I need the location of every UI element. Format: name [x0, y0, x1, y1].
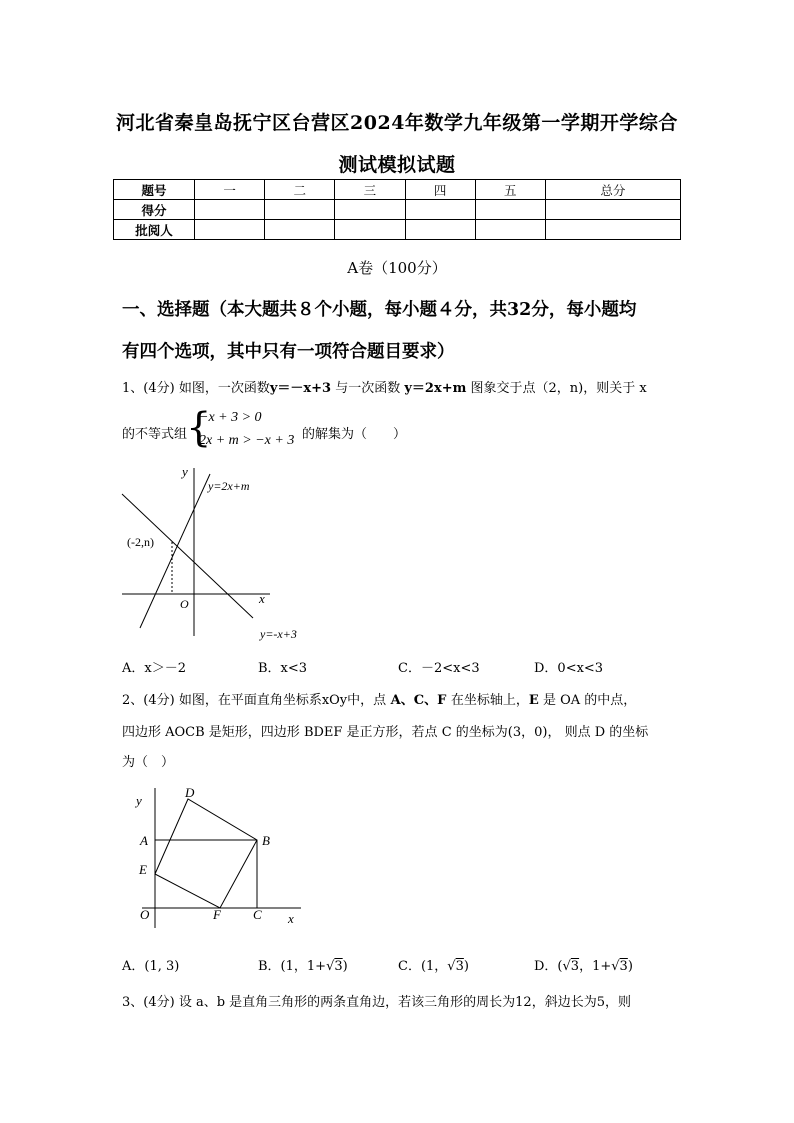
q2-text-part: 2、(4分) 如图，在平面直角坐标系xOy中，点 [122, 693, 387, 708]
score-table-header-cell: 总分 [545, 180, 680, 200]
paper-section-label: A卷（100分） [347, 259, 447, 277]
point-o-label: O [140, 907, 150, 922]
q2-text-part: 在坐标轴上， [450, 693, 529, 708]
q2-option-b-prefix: B．(1， [258, 959, 307, 974]
q2-option-d-mid: ，1+ [579, 959, 612, 974]
q2-geometry-figure [118, 778, 318, 938]
origin-label: O [180, 597, 189, 611]
score-cell [265, 220, 335, 240]
score-cell [195, 200, 265, 220]
y-axis-label: y [136, 793, 142, 808]
score-cell [335, 220, 405, 240]
score-table-header-cell: 四 [405, 180, 475, 200]
question-2-text-line2: 四边形 AOCB 是矩形，四边形 BDEF 是正方形，若点 C 的坐标为(3，0)， 则点 D 的坐标 [122, 725, 649, 740]
score-cell [545, 220, 680, 240]
q1-expression: y＝－x+3 [269, 381, 332, 396]
q2-option-c[interactable] [398, 955, 469, 974]
q2-option-c-suffix: ) [463, 959, 469, 974]
line-b-label: y=-x+3 [260, 627, 297, 641]
q2-text-part: E [528, 693, 539, 708]
score-table-header-cell: 一 [195, 180, 265, 200]
q2-option-c-prefix: C．(1， [398, 959, 448, 974]
score-cell [545, 200, 680, 220]
paper-title-line1: 河北省秦皇岛抚宁区台营区2024年数学九年级第一学期开学综合 [116, 112, 678, 134]
q2-option-b-expr: 1+ [306, 959, 327, 974]
question-1-text-line2-suffix: 的解集为（ ） [302, 427, 407, 442]
x-axis-label: x [259, 591, 265, 606]
q1-text-part: 图象交于点（2，n)，则关于 x [466, 381, 647, 396]
sqrt-icon: √ [562, 959, 571, 974]
q2-option-a[interactable]: A．(1, 3) [122, 959, 180, 974]
score-cell [405, 220, 475, 240]
point-c-label: C [253, 907, 262, 922]
line-a-label: y=2x+m [208, 479, 250, 493]
point-d-label: D [185, 785, 195, 800]
question-1-text-line1 [122, 377, 647, 396]
score-table-header-row [114, 180, 681, 200]
q1-option-d[interactable]: D．0<x<3 [534, 661, 604, 676]
q2-option-d-suffix: ) [627, 959, 633, 974]
score-cell [475, 220, 545, 240]
q1-function-graph [110, 460, 310, 645]
score-table-row-label: 得分 [114, 200, 195, 220]
score-cell [475, 200, 545, 220]
q2-option-d-radicand-1: 3 [570, 959, 580, 974]
q1-expression: y＝2x+m [404, 381, 467, 396]
inequality-2: 2x + m > −x + 3 [199, 433, 295, 448]
score-table-row-label: 批阅人 [114, 220, 195, 240]
question-3-text-line1: 3、(4分) 设 a、b 是直角三角形的两条直角边，若该三角形的周长为12，斜边长为5，则 [122, 995, 631, 1010]
question-2-text-line3: 为（ ） [122, 755, 175, 770]
sqrt-icon: √ [611, 959, 620, 974]
intersection-point-label: (-2,n) [127, 535, 154, 549]
score-table-header-cell: 三 [335, 180, 405, 200]
sqrt-icon: √ [326, 959, 335, 974]
question-2-text-line1 [122, 689, 636, 708]
q1-option-a[interactable]: A．x＞－2 [122, 661, 186, 676]
q2-option-c-radicand: 3 [455, 959, 464, 974]
brace-icon: { [186, 405, 212, 451]
section-heading-line2: 有四个选项，其中只有一项符合题目要求） [122, 342, 455, 362]
q1-text-part: 与一次函数 [331, 381, 405, 396]
q2-text-part: A、C、F [386, 693, 451, 708]
score-table-row [114, 200, 681, 220]
section-heading-line1: 一、选择题（本大题共８个小题，每小题４分，共32分，每小题均 [122, 300, 637, 320]
q2-option-d-radicand-2: 3 [619, 959, 628, 974]
score-cell [335, 200, 405, 220]
q2-option-b-radicand: 3 [334, 959, 343, 974]
q2-option-b-suffix: ) [342, 959, 348, 974]
q2-option-b[interactable] [258, 955, 348, 974]
score-table-header-cell: 二 [265, 180, 335, 200]
q2-option-d[interactable] [534, 955, 633, 974]
score-table-row [114, 220, 681, 240]
q1-option-c[interactable]: C．－2<x<3 [398, 661, 480, 676]
score-cell [195, 220, 265, 240]
score-table-header-cell: 题号 [114, 180, 195, 200]
q1-text-part: 1、(4分) 如图，一次函数 [122, 381, 270, 396]
q1-option-b[interactable]: B．x<3 [258, 661, 308, 676]
score-cell [405, 200, 475, 220]
score-table [113, 179, 681, 240]
question-1-text-line2-prefix: 的不等式组 [122, 427, 188, 442]
inequality-1: −x + 3 > 0 [199, 410, 262, 425]
y-axis-label: y [182, 464, 188, 479]
point-b-label: B [262, 833, 270, 848]
point-a-label: A [140, 833, 148, 848]
q2-text-part: 是 OA 的中点， [538, 693, 637, 708]
point-f-label: F [213, 907, 221, 922]
point-e-label: E [139, 862, 147, 877]
x-axis-label: x [288, 911, 294, 926]
sqrt-icon: √ [447, 959, 456, 974]
q2-option-d-prefix: D．( [534, 959, 563, 974]
square-bdef [155, 799, 257, 908]
score-table-header-cell: 五 [475, 180, 545, 200]
line-y-2x-plus-m [140, 474, 210, 628]
score-cell [265, 200, 335, 220]
paper-title-line2: 测试模拟试题 [338, 154, 456, 176]
